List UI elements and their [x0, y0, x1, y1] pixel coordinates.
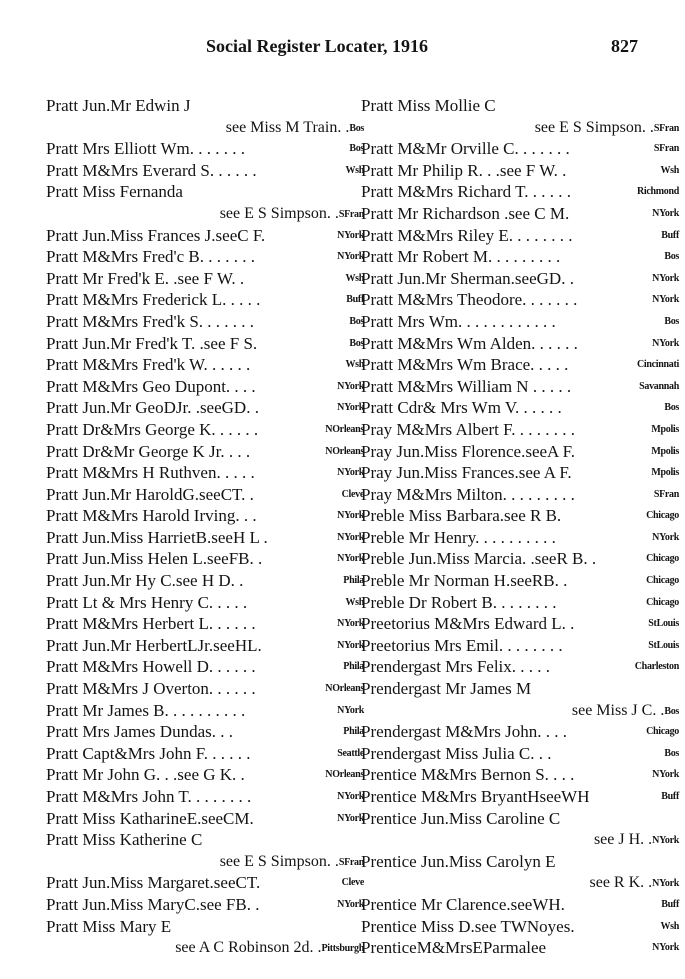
- city-abbreviation: NYork: [337, 618, 364, 630]
- entry-text: Prendergast Miss Julia C. . .: [361, 743, 552, 763]
- city-abbreviation: Chicago: [646, 575, 679, 587]
- register-entry: [361, 916, 681, 938]
- entry-text: Prendergast Mrs Felix. . . . .: [361, 657, 551, 677]
- city-abbreviation: NYork: [337, 812, 364, 824]
- entry-text: Pratt Mr Fred'k E. .see F W. .: [46, 268, 245, 288]
- register-entry: [361, 851, 681, 873]
- city-abbreviation: NYork: [337, 229, 364, 241]
- entry-text: Pratt Mr Robert M. . . . . . . . .: [361, 247, 561, 267]
- city-abbreviation: Cincinnati: [636, 359, 679, 371]
- city-abbreviation: Chicago: [646, 510, 679, 522]
- entry-text: Pratt M&Mrs Geo Dupont. . . .: [46, 376, 256, 396]
- city-abbreviation: Charleston: [634, 661, 679, 673]
- entry-text: Preetorius M&Mrs Edward L. .: [361, 614, 575, 634]
- register-entry: [361, 203, 681, 225]
- city-abbreviation: NOrleans: [325, 769, 364, 781]
- city-abbreviation: NYork: [337, 402, 364, 414]
- entry-text: Pratt Mrs James Dundas. . .: [46, 722, 233, 742]
- entry-text: Preble Mr Henry. . . . . . . . . .: [361, 527, 556, 547]
- register-entry: [361, 484, 681, 506]
- city-abbreviation: NYork: [337, 639, 364, 651]
- register-entry: [361, 181, 681, 203]
- city-abbreviation: NYork: [652, 769, 679, 781]
- register-entry: [361, 743, 681, 765]
- register-entry: [46, 721, 366, 743]
- entry-text: see A C Robinson 2d. .: [175, 939, 322, 957]
- register-entry: [46, 441, 366, 463]
- entry-text: Prentice Miss D.see TWNoyes.: [361, 916, 575, 936]
- register-entry: [361, 808, 681, 830]
- right-column: [361, 95, 681, 959]
- entry-text: Pratt Mrs Elliott Wm. . . . . . .: [46, 139, 245, 159]
- entry-text: Pratt M&Mrs Howell D. . . . . .: [46, 657, 256, 677]
- register-entry: [361, 592, 681, 614]
- entry-text: Pratt Miss KatharineE.seeCM.: [46, 808, 254, 828]
- register-entry: [361, 160, 681, 182]
- city-abbreviation: NYork: [652, 337, 679, 349]
- register-entry: [361, 268, 681, 290]
- city-abbreviation: Wsh: [660, 164, 679, 176]
- entry-text: Pratt Jun.Miss Frances J.seeC F.: [46, 225, 266, 245]
- register-entry: [46, 505, 366, 527]
- entry-text: Pratt M&Mrs Frederick L. . . . .: [46, 290, 261, 310]
- city-abbreviation: Richmond: [636, 186, 679, 198]
- city-abbreviation: Bos: [664, 747, 679, 759]
- page-title: Social Register Locater, 1916: [206, 36, 428, 56]
- entry-text: Prentice Jun.Miss Carolyn E: [361, 851, 556, 871]
- register-entry: [361, 894, 681, 916]
- register-entry: [46, 246, 366, 268]
- city-abbreviation: NOrleans: [325, 423, 364, 435]
- register-entry: [46, 786, 366, 808]
- register-entry: [361, 289, 681, 311]
- entry-text: see Miss J C. .: [571, 701, 665, 719]
- city-abbreviation: NYork: [652, 878, 679, 890]
- city-abbreviation: NYork: [337, 553, 364, 565]
- city-abbreviation: NYork: [337, 510, 364, 522]
- entry-text: Pray Jun.Miss Frances.see A F.: [361, 463, 572, 483]
- city-abbreviation: Mpolis: [651, 423, 679, 435]
- city-abbreviation: NYork: [337, 704, 364, 716]
- entry-text: Preble Mr Norman H.seeRB. .: [361, 571, 568, 591]
- city-abbreviation: Chicago: [646, 553, 679, 565]
- register-entry: [361, 246, 681, 268]
- entry-text: Pratt M&Mrs William N . . . . .: [361, 376, 572, 396]
- entry-text: Pratt Jun.Mr Hy C.see H D. .: [46, 571, 244, 591]
- register-entry: [361, 397, 681, 419]
- city-abbreviation: Buff: [346, 294, 364, 306]
- city-abbreviation: Cleve: [341, 488, 364, 500]
- city-abbreviation: SFran: [653, 122, 679, 134]
- entry-text: see E S Simpson. .: [219, 852, 339, 870]
- register-entry: [361, 462, 681, 484]
- city-abbreviation: NYork: [337, 791, 364, 802]
- entry-text: Pratt Miss Mary E: [46, 916, 172, 936]
- entry-text: Pratt Jun.Mr GeoDJr. .seeGD. .: [46, 398, 259, 418]
- entry-text: see Miss M Train. .: [225, 118, 350, 136]
- register-entry: [46, 613, 366, 635]
- entry-text: Pratt Jun.Mr HaroldG.seeCT. .: [46, 484, 254, 504]
- register-entry: [46, 333, 366, 355]
- entry-text: Pratt Mr Richardson .see C M.: [361, 203, 570, 223]
- city-abbreviation: Buff: [661, 898, 679, 910]
- entry-text: Pratt M&Mrs Fred'k W. . . . . .: [46, 355, 251, 375]
- register-entry: [46, 764, 366, 786]
- city-abbreviation: NYork: [652, 207, 679, 219]
- entry-text: Pratt M&Mrs Wm Brace. . . . .: [361, 355, 569, 375]
- city-abbreviation: Phila: [343, 575, 364, 587]
- register-entry: [46, 894, 366, 916]
- entry-text: Prentice M&Mrs Bernon S. . . .: [361, 765, 575, 785]
- city-abbreviation: Bos: [664, 402, 679, 414]
- city-abbreviation: Wsh: [345, 359, 364, 371]
- entry-text: Preble Jun.Miss Marcia. .seeR B. .: [361, 549, 597, 569]
- city-abbreviation: SFran: [653, 488, 679, 500]
- city-abbreviation: Bos: [349, 143, 364, 155]
- register-entry: [46, 635, 366, 657]
- register-entry: [46, 527, 366, 549]
- entry-continuation: [361, 872, 681, 894]
- register-entry: [46, 592, 366, 614]
- register-entry: [46, 872, 366, 894]
- city-abbreviation: NYork: [652, 835, 679, 847]
- city-abbreviation: SFran: [338, 208, 364, 220]
- entry-text: Pratt Mr James B. . . . . . . . . .: [46, 700, 246, 720]
- register-entry: [46, 138, 366, 160]
- register-entry: [361, 354, 681, 376]
- register-entry: [361, 656, 681, 678]
- entry-text: Pratt Miss Fernanda: [46, 182, 183, 202]
- register-entry: [46, 419, 366, 441]
- entry-text: Prentice Jun.Miss Caroline C: [361, 808, 561, 828]
- entry-text: Pratt M&Mrs Fred'k S. . . . . . .: [46, 311, 255, 331]
- register-entry: [361, 764, 681, 786]
- register-entry: [46, 311, 366, 333]
- city-abbreviation: NYork: [652, 531, 679, 543]
- entry-text: Pratt Jun.Mr Sherman.seeGD. .: [361, 268, 574, 288]
- entry-text: see R K. .: [589, 874, 653, 892]
- city-abbreviation: NYork: [337, 380, 364, 392]
- city-abbreviation: NOrleans: [325, 445, 364, 457]
- entry-text: Pratt Jun.Mr HerbertLJr.seeHL.: [46, 635, 262, 655]
- register-entry: [46, 397, 366, 419]
- city-abbreviation: Bos: [349, 315, 364, 327]
- city-abbreviation: Seattle: [337, 747, 364, 759]
- city-abbreviation: Cleve: [341, 877, 364, 889]
- entry-text: Pratt M&Mrs H Ruthven. . . . .: [46, 463, 255, 483]
- register-entry: [46, 484, 366, 506]
- register-entry: [361, 376, 681, 398]
- entry-text: Pratt Mrs Wm. . . . . . . . . . . .: [361, 311, 556, 331]
- entry-text: Pratt Mr John G. . .see G K. .: [46, 765, 245, 785]
- entry-text: see E S Simpson. .: [219, 204, 339, 222]
- register-entry: [46, 268, 366, 290]
- register-entry: [361, 505, 681, 527]
- register-entry: [46, 656, 366, 678]
- register-entry: [361, 786, 681, 808]
- entry-text: Pratt Miss Katherine C: [46, 830, 203, 850]
- entry-text: PrenticeM&MrsEParmalee: [361, 938, 547, 958]
- entry-text: Pratt M&Mr Orville C. . . . . . .: [361, 139, 570, 159]
- entry-text: Pratt M&Mrs Harold Irving. . .: [46, 506, 257, 526]
- entry-text: Pray M&Mrs Milton. . . . . . . . .: [361, 484, 575, 504]
- entry-text: Pratt Jun.Miss Helen L.seeFB. .: [46, 549, 263, 569]
- city-abbreviation: Bos: [349, 122, 364, 134]
- entry-text: Preble Dr Robert B. . . . . . . .: [361, 592, 557, 612]
- register-entry: [361, 937, 681, 959]
- register-entry: [361, 548, 681, 570]
- entry-text: Prentice Mr Clarence.seeWH.: [361, 894, 565, 914]
- city-abbreviation: Phila: [343, 726, 364, 738]
- register-entry: [46, 225, 366, 247]
- entry-text: Pratt Dr&Mr George K Jr. . . .: [46, 441, 251, 461]
- city-abbreviation: Wsh: [345, 596, 364, 608]
- city-abbreviation: Mpolis: [651, 445, 679, 457]
- register-entry: [46, 808, 366, 830]
- entry-text: Pray M&Mrs Albert F. . . . . . . .: [361, 419, 575, 439]
- left-column: [46, 95, 366, 959]
- entry-text: Pratt Jun.Miss MaryC.see FB. .: [46, 894, 260, 914]
- entry-continuation: [46, 117, 366, 139]
- entry-text: Pratt M&Mrs Fred'c B. . . . . . .: [46, 247, 255, 267]
- register-entry: [361, 441, 681, 463]
- entry-continuation: [361, 700, 681, 722]
- register-entry: [46, 289, 366, 311]
- entry-text: Pratt M&Mrs Riley E. . . . . . . .: [361, 225, 573, 245]
- city-abbreviation: Bos: [664, 315, 679, 327]
- register-entry: [46, 570, 366, 592]
- register-entry: [46, 548, 366, 570]
- register-entry: [361, 570, 681, 592]
- entry-text: see J H. .: [593, 831, 653, 849]
- entry-text: see E S Simpson. .: [534, 118, 654, 136]
- city-abbreviation: NYork: [337, 531, 364, 543]
- city-abbreviation: Savannah: [639, 380, 679, 392]
- city-abbreviation: NYork: [652, 942, 679, 954]
- city-abbreviation: Buff: [661, 791, 679, 802]
- city-abbreviation: NOrleans: [325, 683, 364, 695]
- entry-text: Pratt Capt&Mrs John F. . . . . .: [46, 743, 251, 763]
- entry-text: Pratt Dr&Mrs George K. . . . . .: [46, 419, 259, 439]
- register-entry: [46, 376, 366, 398]
- register-entry: [361, 333, 681, 355]
- register-entry: [46, 95, 366, 117]
- register-entry: [46, 916, 366, 938]
- city-abbreviation: Wsh: [345, 164, 364, 176]
- city-abbreviation: Chicago: [646, 726, 679, 738]
- entry-text: Prendergast Mr James M: [361, 679, 532, 699]
- city-abbreviation: Mpolis: [651, 467, 679, 479]
- city-abbreviation: Pittsburgh: [321, 943, 364, 955]
- entry-text: Preble Miss Barbara.see R B.: [361, 506, 562, 526]
- register-entry: [46, 678, 366, 700]
- page-number: 827: [611, 36, 638, 56]
- city-abbreviation: NYork: [337, 251, 364, 263]
- city-abbreviation: StLouis: [648, 618, 679, 630]
- city-abbreviation: Wsh: [345, 272, 364, 284]
- city-abbreviation: Buff: [661, 229, 679, 241]
- city-abbreviation: Bos: [664, 251, 679, 263]
- city-abbreviation: Bos: [349, 337, 364, 349]
- entry-text: Pray Jun.Miss Florence.seeA F.: [361, 441, 575, 461]
- register-entry: [361, 419, 681, 441]
- city-abbreviation: Bos: [664, 705, 679, 717]
- entry-text: Pratt M&Mrs Everard S. . . . . .: [46, 160, 257, 180]
- register-entry: [46, 700, 366, 722]
- city-abbreviation: Phila: [343, 661, 364, 673]
- entry-text: Prentice M&Mrs BryantHseeWH: [361, 787, 590, 806]
- city-abbreviation: NYork: [337, 467, 364, 479]
- register-entry: [46, 160, 366, 182]
- register-entry: [361, 527, 681, 549]
- city-abbreviation: Wsh: [660, 920, 679, 932]
- entry-text: Pratt Jun.Miss HarrietB.seeH L .: [46, 527, 268, 547]
- register-entry: [361, 95, 681, 117]
- register-entry: [361, 721, 681, 743]
- entry-text: Prendergast M&Mrs John. . . .: [361, 722, 568, 742]
- entry-text: Pratt Miss Mollie C: [361, 96, 496, 115]
- city-abbreviation: Chicago: [646, 596, 679, 608]
- entry-continuation: [46, 937, 366, 959]
- entry-text: Pratt M&Mrs Wm Alden. . . . . .: [361, 333, 578, 353]
- entry-text: Preetorius Mrs Emil. . . . . . . .: [361, 635, 563, 655]
- city-abbreviation: NYork: [652, 272, 679, 284]
- register-entry: [46, 354, 366, 376]
- register-entry: [46, 829, 366, 851]
- register-entry: [361, 678, 681, 700]
- register-entry: [361, 311, 681, 333]
- page-header: [0, 36, 685, 62]
- city-abbreviation: NYork: [652, 294, 679, 306]
- register-entry: [46, 462, 366, 484]
- city-abbreviation: NYork: [337, 898, 364, 910]
- register-entry: [46, 181, 366, 203]
- entry-text: Pratt Cdr& Mrs Wm V. . . . . .: [361, 398, 562, 418]
- entry-text: Pratt M&Mrs Herbert L. . . . . .: [46, 614, 256, 634]
- entry-text: Pratt M&Mrs Theodore. . . . . . .: [361, 290, 578, 310]
- entry-text: Pratt Lt & Mrs Henry C. . . . .: [46, 592, 248, 612]
- entry-text: Pratt M&Mrs Richard T. . . . . .: [361, 182, 571, 202]
- city-abbreviation: SFran: [338, 856, 364, 868]
- entry-text: Pratt Jun.Mr Edwin J: [46, 96, 191, 115]
- city-abbreviation: StLouis: [648, 639, 679, 651]
- entry-continuation: [361, 829, 681, 851]
- entry-text: Pratt M&Mrs John T. . . . . . . .: [46, 787, 252, 806]
- register-entry: [361, 138, 681, 160]
- entry-continuation: [46, 203, 366, 225]
- entry-continuation: [46, 851, 366, 873]
- entry-text: Pratt Mr Philip R. . .see F W. .: [361, 160, 567, 180]
- register-entry: [361, 613, 681, 635]
- city-abbreviation: SFran: [653, 143, 679, 155]
- entry-continuation: [361, 117, 681, 139]
- register-entry: [46, 743, 366, 765]
- entry-text: Pratt M&Mrs J Overton. . . . . .: [46, 679, 256, 699]
- register-entry: [361, 635, 681, 657]
- entry-text: Pratt Jun.Mr Fred'k T. .see F S.: [46, 333, 258, 353]
- entry-text: Pratt Jun.Miss Margaret.seeCT.: [46, 873, 261, 893]
- register-entry: [361, 225, 681, 247]
